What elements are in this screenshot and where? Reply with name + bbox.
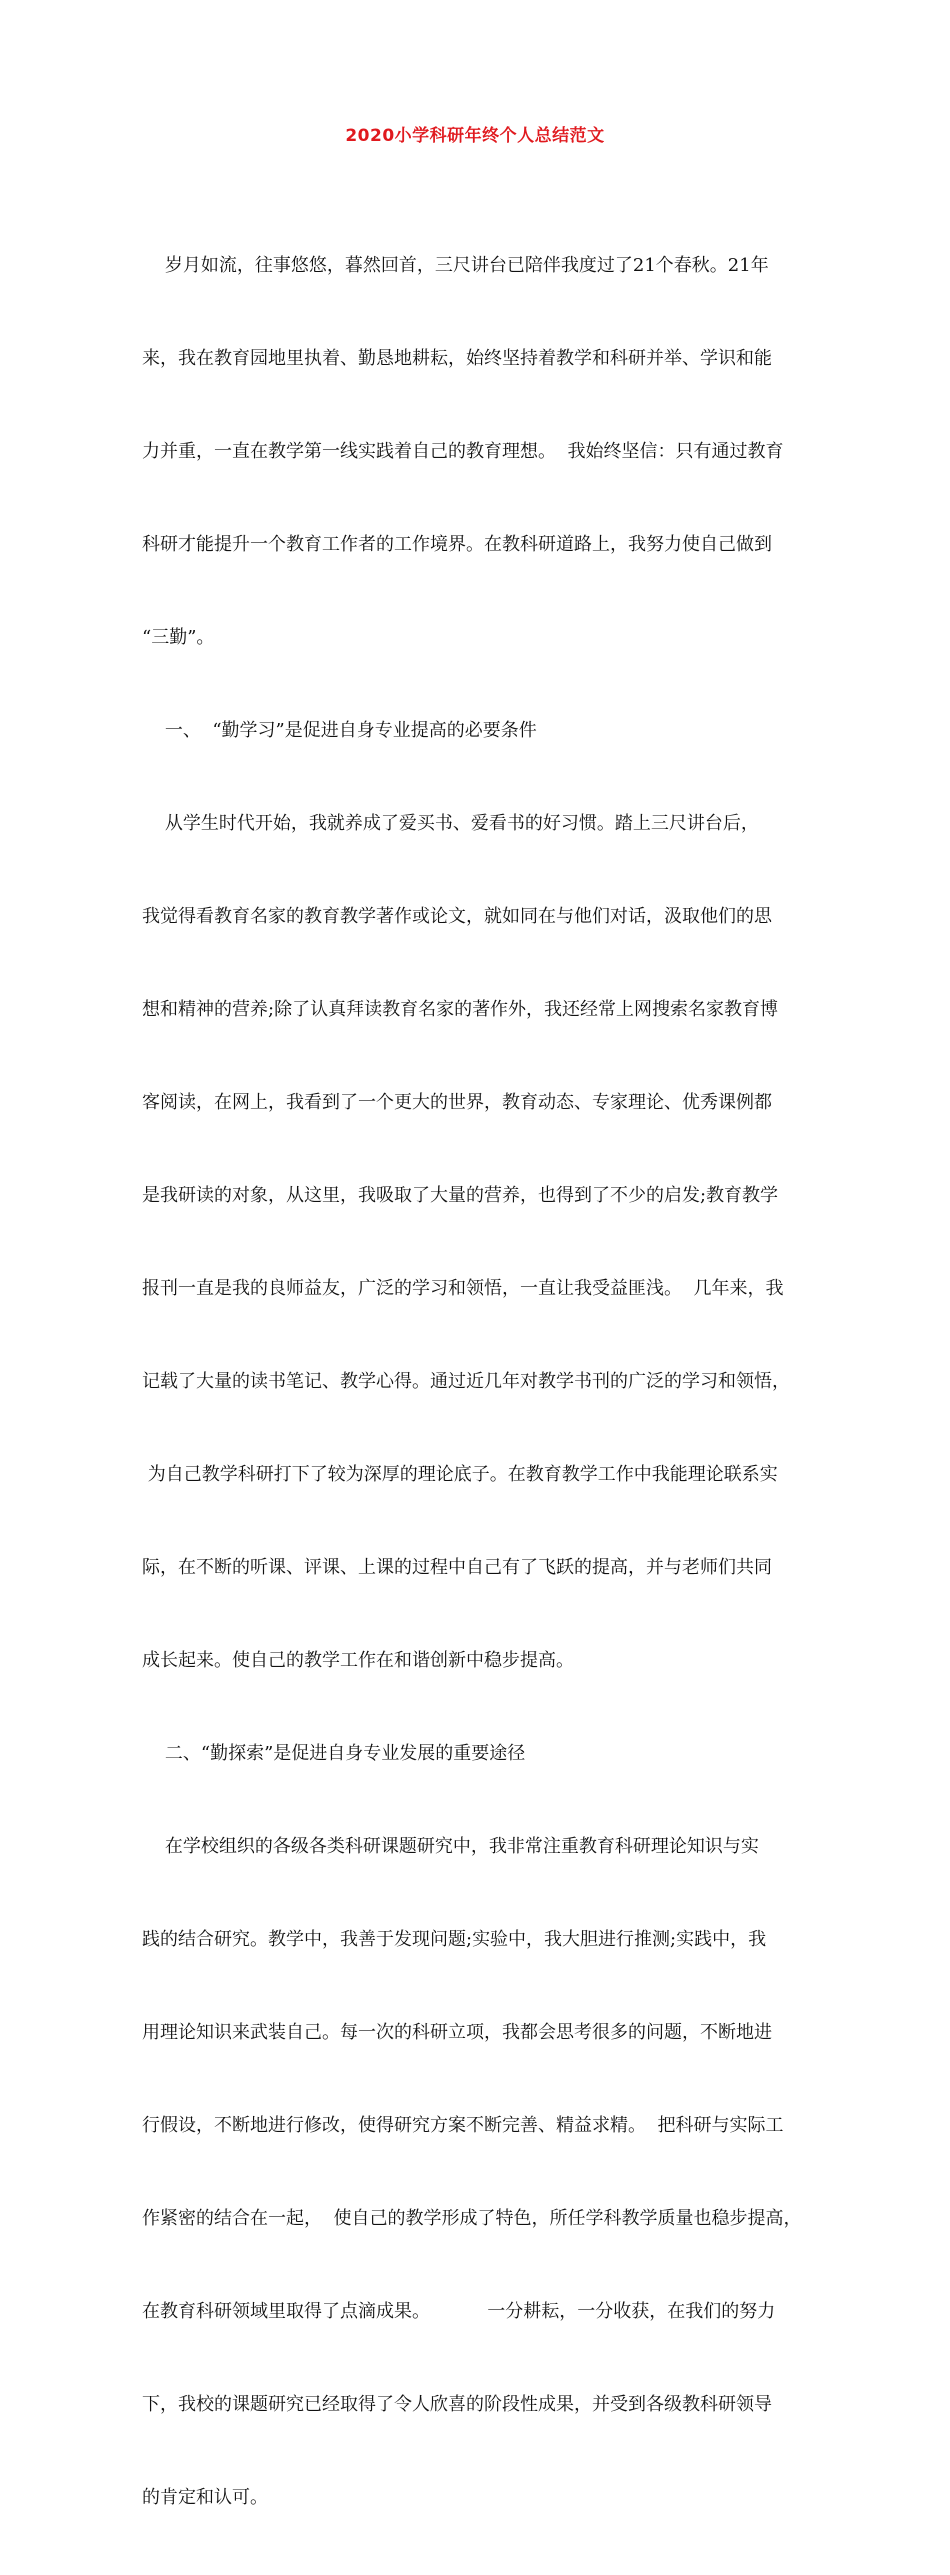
text-line: “三勤”。 xyxy=(142,627,215,648)
text-line: 从学生时代开始，我就养成了爱买书、爱看书的好习惯。踏上三尺讲台后， xyxy=(142,813,759,834)
text-line: 的肯定和认可。 xyxy=(142,2487,268,2508)
text-line: 践的结合研究。教学中，我善于发现问题;实验中，我大胆进行推测;实践中，我 xyxy=(142,1929,767,1950)
text-line: 在学校组织的各级各类科研课题研究中，我非常注重教育科研理论知识与实 xyxy=(142,1836,759,1857)
text-line: 我觉得看教育名家的教育教学著作或论文，就如同在与他们对话，汲取他们的思 xyxy=(142,906,772,927)
section-heading: 一、 “勤学习”是促进自身专业提高的必要条件 xyxy=(142,720,537,741)
text-line: 力并重，一直在教学第一线实践着自己的教育理想。 我始终坚信：只有通过教育 xyxy=(142,441,784,462)
text-line: 用理论知识来武装自己。每一次的科研立项，我都会思考很多的问题，不断地进 xyxy=(142,2022,772,2043)
text-line: 客阅读，在网上，我看到了一个更大的世界，教育动态、专家理论、优秀课例都 xyxy=(142,1092,772,1113)
text-line: 成长起来。使自己的教学工作在和谐创新中稳步提高。 xyxy=(142,1650,574,1671)
text-line: 报刊一直是我的良师益友，广泛的学习和领悟，一直让我受益匪浅。 几年来，我 xyxy=(142,1278,784,1299)
document-title: 2020小学科研年终个人总结范文 xyxy=(345,126,605,146)
text-line: 际，在不断的听课、评课、上课的过程中自己有了飞跃的提高，并与老师们共同 xyxy=(142,1557,772,1578)
text-line: 作紧密的结合在一起， 使自己的教学形成了特色，所任学科教学质量也稳步提高， xyxy=(142,2208,802,2229)
text-line: 在教育科研领域里取得了点滴成果。 一分耕耘，一分收获，在我们的努力 xyxy=(142,2301,776,2322)
text-line: 岁月如流，往事悠悠，暮然回首，三尺讲台已陪伴我度过了21个春秋。21年 xyxy=(142,255,769,276)
text-line: 是我研读的对象，从这里，我吸取了大量的营养，也得到了不少的启发;教育教学 xyxy=(142,1185,779,1206)
text-line: 行假设，不断地进行修改，使得研究方案不断完善、精益求精。 把科研与实际工 xyxy=(142,2115,784,2136)
section-heading: 二、“勤探索”是促进自身专业发展的重要途径 xyxy=(142,1743,526,1764)
document-body xyxy=(142,188,814,2575)
text-line: 想和精神的营养;除了认真拜读教育名家的著作外，我还经常上网搜索名家教育博 xyxy=(142,999,779,1020)
text-line: 科研才能提升一个教育工作者的工作境界。在教科研道路上，我努力使自己做到 xyxy=(142,534,772,555)
text-line: 来，我在教育园地里执着、勤恳地耕耘，始终坚持着教学和科研并举、学识和能 xyxy=(142,348,772,369)
text-line: 记载了大量的读书笔记、教学心得。通过近几年对教学书刊的广泛的学习和领悟， xyxy=(142,1371,790,1392)
text-line: 下，我校的课题研究已经取得了令人欣喜的阶段性成果，并受到各级教科研领导 xyxy=(142,2394,772,2415)
text-line: 为自己教学科研打下了较为深厚的理论底子。在教育教学工作中我能理论联系实 xyxy=(142,1464,778,1485)
